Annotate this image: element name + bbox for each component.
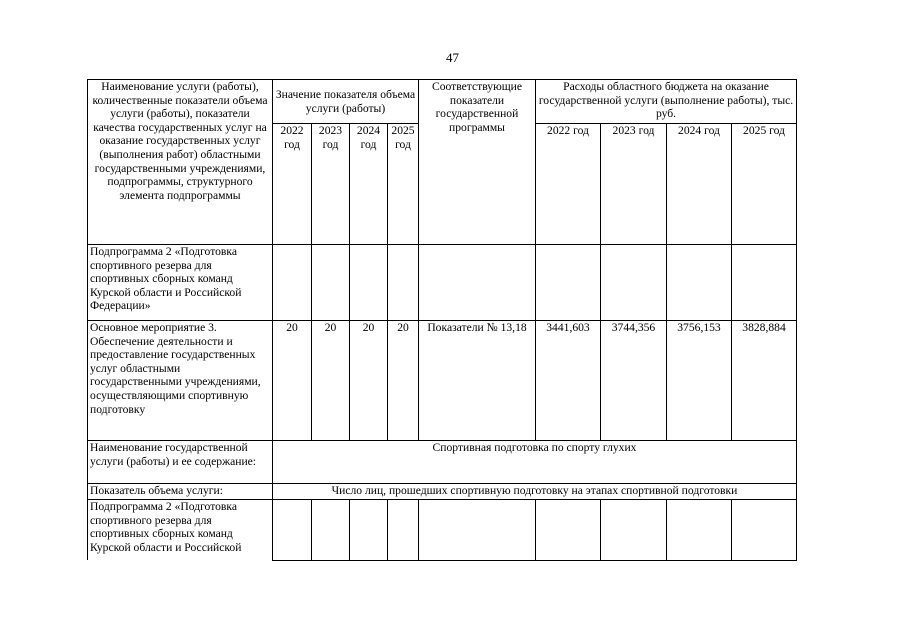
header-row-top [88,80,797,124]
header-volume: Значение показателя объема услуги (работы) [273,80,419,124]
main-event-volume-2025: 20 [388,321,419,441]
subprogram-name: Подпрограмма 2 «Подготовка спортивного резерва для спортивных сборных команд Курской области и Российской Федерации» [88,245,273,321]
subprogram-cut-name: Подпрограмма 2 «Подготовка спортивного резерва для спортивных сборных команд Курской области и Российской [88,500,273,561]
main-event-volume-2024: 20 [350,321,388,441]
table-row-subprogram-cut [88,500,797,561]
main-event-volume-2023: 20 [312,321,350,441]
budget-table [87,79,797,561]
table-row-subprogram [88,245,797,321]
expense-year-2025: 2025 год [732,124,797,245]
main-event-indicators: Показатели № 13,18 [419,321,536,441]
expense-year-2024: 2024 год [667,124,732,245]
volume-indicator-label: Показатель объема услуги: [88,484,273,500]
main-event-name: Основное мероприятие 3. Обеспечение деятельности и предоставление государственных услуг областными государственными учреждениями, осуществляющими спортивную подготовку [88,321,273,441]
expense-year-2022: 2022 год [536,124,601,245]
table-row-service-name [88,441,797,484]
service-name-label: Наименование государственной услуги (работы) и ее содержание: [88,441,273,484]
service-name-value: Спортивная подготовка по спорту глухих [273,441,797,484]
main-event-expense-2025: 3828,884 [732,321,797,441]
table-row-main-event [88,321,797,441]
volume-year-2024: 2024 год [350,124,388,245]
volume-year-2022: 2022 год [273,124,312,245]
header-expenses: Расходы областного бюджета на оказание государственной услуги (выполнение работы), тыс. руб. [536,80,797,124]
header-service-name: Наименование услуги (работы), количественные показатели объема услуги (работы), показатели качества государственных услуг на оказание государственных услуг (выполнения работ) областными государственными учреждениями, подпрограммы, структурного элемента подпрограммы [88,80,273,245]
volume-year-2025: 2025 год [388,124,419,245]
volume-year-2023: 2023 год [312,124,350,245]
main-event-expense-2024: 3756,153 [667,321,732,441]
page-number: 47 [446,50,459,65]
main-event-expense-2022: 3441,603 [536,321,601,441]
header-indicators: Соответствующие показатели государственной программы [419,80,536,245]
main-event-expense-2023: 3744,356 [601,321,667,441]
expense-year-2023: 2023 год [601,124,667,245]
volume-indicator-value: Число лиц, прошедших спортивную подготовку на этапах спортивной подготовки [273,484,797,500]
main-event-volume-2022: 20 [273,321,312,441]
table-row-volume-indicator [88,484,797,500]
